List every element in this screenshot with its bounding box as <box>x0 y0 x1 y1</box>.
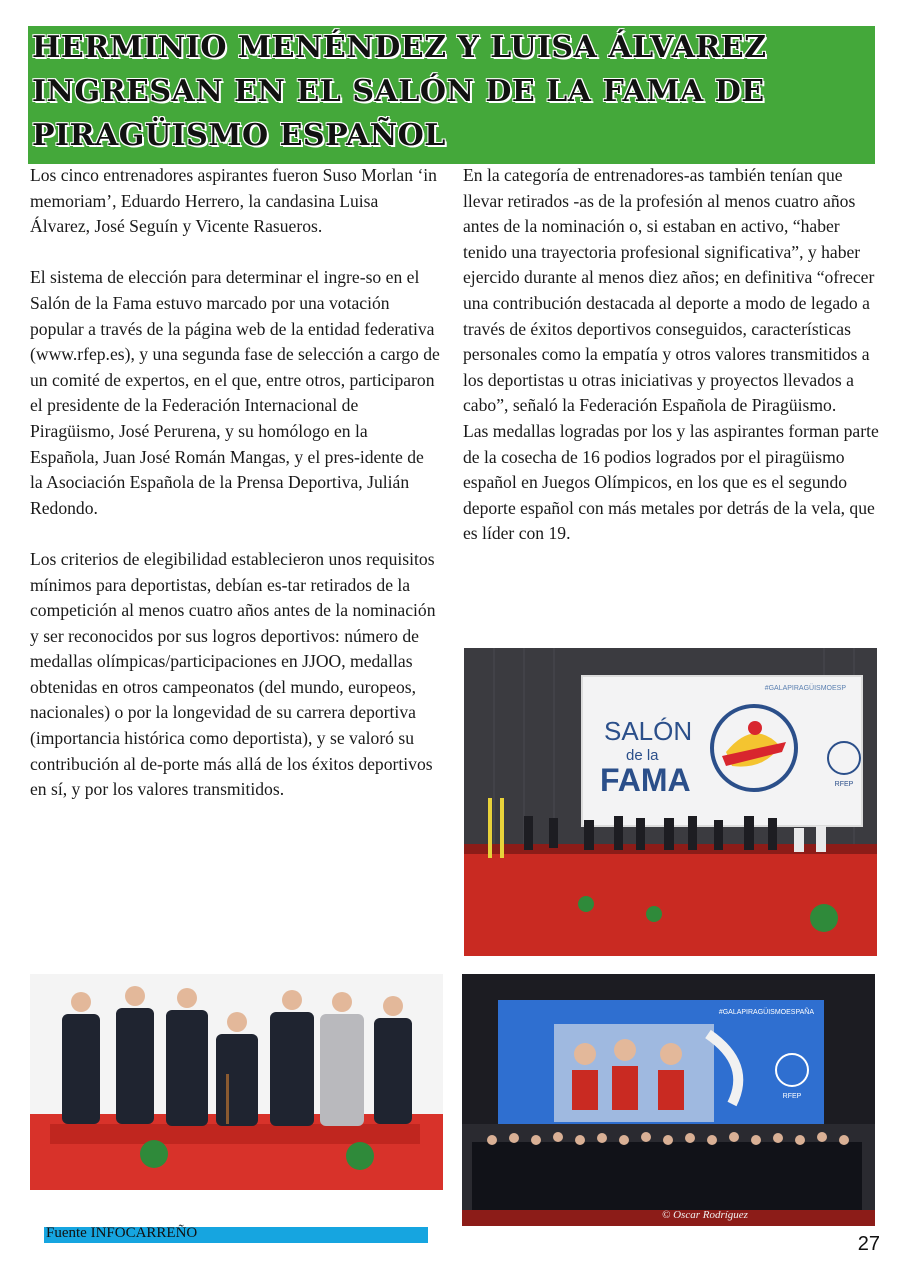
source-credit: Fuente INFOCARREÑO <box>46 1225 198 1241</box>
screen-title-line1: SALÓN <box>604 716 693 746</box>
left-column <box>30 163 440 803</box>
left-paragraph-2: El sistema de elección para determinar el ingre-so en el Salón de la Fama estuvo marcado por una votación popular a través de la página web de la entidad federativa (www.rfep.es), y una segunda fase de selección a cargo de un comité de expertos, en el que, entre otros, participaron el presidente de la Federación Internacional de Piragüismo, José Perurena, y su homólogo en la Española, Juan José Román Mangas, y el pres-idente de la Asociación Española de la Prensa Deportiva, Julián Redondo. <box>30 267 440 518</box>
left-paragraph-1: Los cinco entrenadores aspirantes fueron Suso Morlan ‘in memoriam’, Eduardo Herrero, la candasina Luisa Álvarez, José Seguín y Vicente Rasueros. <box>30 165 437 237</box>
photo-watermark: © Oscar Rodríguez <box>662 1209 748 1221</box>
photo-group <box>462 974 875 1226</box>
photo-honorees <box>30 974 443 1190</box>
right-paragraph-2: Las medallas logradas por los y las aspirantes forman parte de la cosecha de 16 podios logrados por el piragüismo español en Juegos Olímpicos, en los que es el segundo deporte español con más metales por detrás de la vela, que es líder con 19. <box>463 420 879 544</box>
screen-title-line2: de la <box>626 747 659 764</box>
screen-title-line3: FAMA <box>600 762 691 798</box>
headline: HERMINIO MENÉNDEZ Y LUISA ÁLVAREZ INGRESAN EN EL SALÓN DE LA FAMA DE PIRAGÜISMO ESPAÑOL <box>32 30 767 153</box>
group-screen-logo: RFEP <box>782 1093 802 1100</box>
left-paragraph-3: Los criterios de elegibilidad establecieron unos requisitos mínimos para deportistas, debían es-tar retirados de la competición al menos cuatro años antes de la nominación y ser reconocidos por sus logros deportivos: número de medallas olímpicas/participaciones en JJOO, medallas obtenidas en otros campeonatos (del mundo, europeos, nacionales) o por la longevidad de su carrera deportiva (importancia histórica como deportista), y se valoró su contribución al de-porte más allá de los éxitos deportivos en sí, y por los valores transmitidos. <box>30 548 436 800</box>
screen-hashtag: #GALAPIRAGÜISMOESP <box>764 685 846 692</box>
right-column <box>463 163 883 547</box>
right-paragraph-1: En la categoría de entrenadores-as también tenían que llevar retirados -as de la profesión al menos cuatro años antes de la nominación o, si estaban en activo, “haber tenido una trayectoria profesional significativa”, y haber ejercido durante al menos diez años; en definitiva “ofrecer una contribución destacada al deporte a modo de legado a través de éxitos deportivos conseguidos, características personales como la empatía y otros valores transmitidos a los deportistas u otras iniciativas y proyectos llevados a cabo”, señaló la Federación Española de Piragüismo. <box>463 165 875 416</box>
group-screen-hashtag: #GALAPIRAGÜISMOESPAÑA <box>718 1009 814 1016</box>
photo-stage-screen <box>464 648 877 956</box>
screen-logo-text: RFEP <box>834 781 854 788</box>
page-number: 27 <box>857 1233 880 1255</box>
